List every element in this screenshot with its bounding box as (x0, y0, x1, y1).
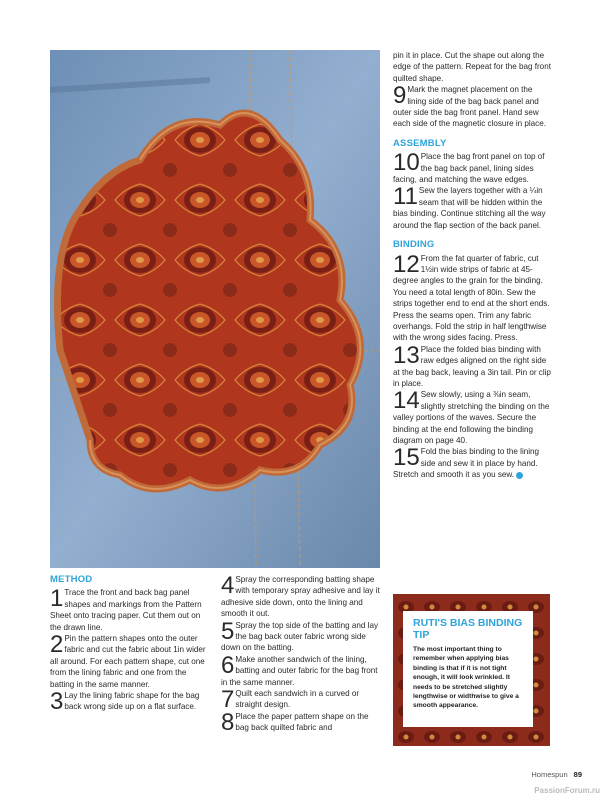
step-5 (221, 617, 381, 654)
method-column-right (221, 574, 381, 734)
tip-body: The most important thing to remember when applying bias binding is that if it is not tight enough, it will look wrinkled. It needs to be stretched slightly lengthwise or widthwise to give a smooth appearance. (413, 646, 519, 710)
step-text: Make another sandwich of the lining, batting and outer fabric for the bag front in the same manner. (221, 654, 378, 687)
step-number: 12 (393, 250, 420, 278)
step-text: Lay the lining fabric shape for the bag back wrong side up on a flat surface. (64, 691, 200, 712)
step-12 (393, 250, 553, 344)
watermark: PassionForum.ru (534, 786, 600, 795)
step-7 (221, 686, 381, 714)
page-number: 89 (573, 770, 582, 779)
bag-photo-illustration (50, 50, 380, 568)
step-14 (393, 389, 553, 446)
step-text: Mark the magnet placement on the lining side of the bag back panel and outer side the bag front panel. Hand sew each side of the magnetic closure in place. (393, 85, 546, 129)
right-column (393, 50, 553, 481)
step-text: Place the paper pattern shape on the bag back quilted fabric and (235, 711, 369, 733)
tip-card (403, 611, 533, 727)
step-text: Place the bag front panel on top of the bag back panel, lining sides facing, and matching the wave edges. (393, 152, 545, 185)
step-number: 4 (221, 572, 235, 599)
step8-continued: pin it in place. Cut the shape out along the edge of the pattern. Repeat for the bag front quilted shape. (393, 51, 551, 83)
step-9 (393, 84, 553, 130)
step-number: 14 (393, 387, 420, 415)
binding-heading: BINDING (393, 239, 435, 251)
step-2 (50, 633, 212, 690)
tip-box (393, 594, 550, 746)
step-10 (393, 151, 553, 185)
method-heading: METHOD (50, 574, 93, 585)
step-number: 8 (221, 708, 235, 736)
step-4 (221, 574, 381, 620)
step-text: Pin the pattern shapes onto the outer fabric and cut the fabric about 1in wider all around. For each pattern shape, cut one from the lining fabric and one from the batting in the same manner. (50, 634, 206, 689)
page-footer (531, 770, 582, 779)
tip-title: RUTI'S BIAS BINDING TIP (413, 617, 523, 641)
step-number: 6 (221, 651, 235, 679)
step-number: 11 (393, 183, 418, 211)
step-text: Trace the front and back bag panel shapes and markings from the Pattern Sheet onto tracing paper. Cut them out on the drawn line. (50, 588, 202, 632)
magazine-name: Homespun (531, 770, 568, 779)
step-6 (221, 651, 381, 688)
step-text: From the fat quarter of fabric, cut 1½in wide strips of fabric at 45-degree angles to the grain for the binding. You need a total length of 80in. Sew the strips together end to end at the short ends. Press the seams open. Trim any fabric overhangs. Fold the strip in half lengthwise with the wrong sides facing. Press. (393, 253, 550, 343)
step-number: 5 (221, 617, 235, 645)
step-number: 7 (221, 686, 235, 714)
step-13 (393, 341, 553, 390)
step-text: Spray the corresponding batting shape with temporary spray adhesive and lay it adhesive side down, onto the lining and smooth it out. (221, 575, 380, 619)
step-15 (393, 446, 553, 480)
step-text: Spray the top side of the batting and lay the bag back outer fabric wrong side down on the batting. (221, 620, 378, 653)
step-text: Sew slowly, using a ⅜in seam, slightly stretching the binding on the valley portions of the waves. Secure the binding at the end following the binding diagram on page 40. (393, 390, 550, 445)
step-1 (50, 587, 212, 633)
method-column-left (50, 574, 212, 716)
step-text: Place the folded bias binding with raw edges aligned on the right side at the bag back, leaving a 3in tail. Pin or clip in place. (393, 344, 551, 388)
step-11 (393, 185, 553, 231)
step-text: Sew the layers together with a ¼in seam that will be hidden within the bias binding. Continue stitching all the way around the flap section of the back panel. (393, 186, 546, 230)
step-number: 3 (50, 688, 64, 716)
step-number: 10 (393, 149, 420, 177)
step-8 (221, 708, 381, 736)
assembly-heading: ASSEMBLY (393, 137, 447, 149)
step-3 (50, 688, 212, 716)
step-number: 1 (50, 585, 64, 613)
bag-photo (50, 50, 380, 568)
step-number: 15 (393, 444, 420, 472)
step-number: 9 (393, 82, 407, 110)
homespun-end-icon (516, 472, 523, 479)
step-text: Fold the bias binding to the lining side and sew it in place by hand. Stretch and smooth it as you sew. (393, 447, 540, 480)
step-number: 2 (50, 631, 64, 659)
step-number: 13 (393, 341, 420, 369)
step-text: Quilt each sandwich in a curved or straight design. (235, 689, 360, 710)
